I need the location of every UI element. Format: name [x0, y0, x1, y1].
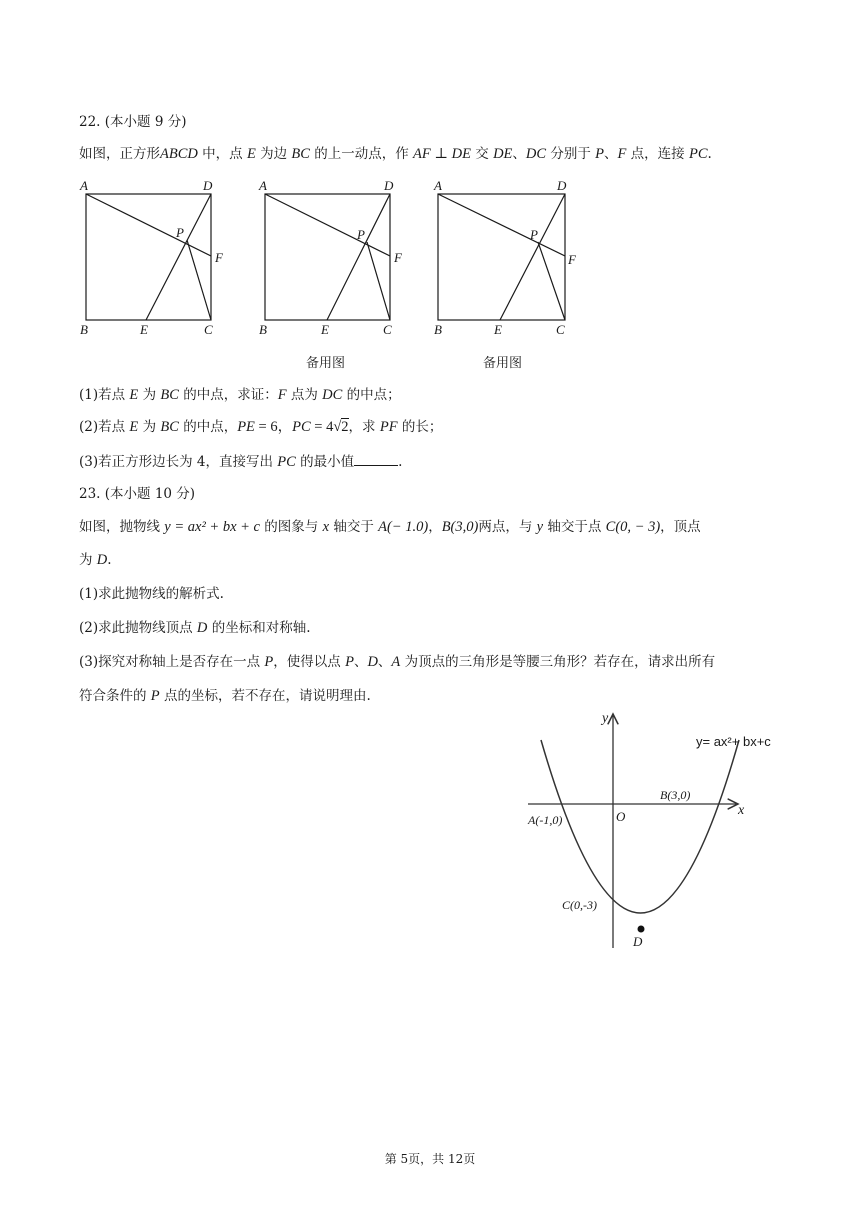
label-p: P	[357, 227, 365, 242]
label-p: P	[176, 225, 184, 240]
label-d: D	[557, 178, 567, 193]
q23-stem-line-1: 如图，抛物线 y = ax² + bx + c 的图象与 x 轴交于 A(− 1.0)，B(3,0)两点，与 y 轴交于点 C(0, − 3)，顶点	[79, 519, 701, 535]
label-e: E	[321, 322, 329, 337]
label-e: E	[140, 322, 148, 337]
caption-spare-2: 备用图	[483, 356, 523, 371]
label-a: A	[259, 178, 267, 193]
label-b: B	[434, 322, 442, 337]
origin-label: O	[616, 809, 626, 824]
label-d: D	[203, 178, 213, 193]
point-d-label: D	[633, 934, 643, 949]
q22-header: 22. (本小题 9 分)	[79, 114, 187, 130]
label-b: B	[80, 322, 88, 337]
x-axis-label: x	[738, 803, 745, 818]
label-c: C	[204, 322, 213, 337]
q23-part-1: (1)求此抛物线的解析式.	[79, 586, 224, 602]
q22-part-1: (1)若点 E 为 BC 的中点，求证：F 点为 DC 的中点；	[79, 387, 401, 403]
parabola-graph	[520, 704, 790, 956]
point-b-label: B(3,0)	[660, 788, 691, 802]
q23-stem-line-2: 为 D.	[79, 552, 112, 568]
page-footer: 第 5页，共 12页	[384, 1152, 476, 1166]
curve-equation-label: y= ax²+ bx+c	[696, 734, 771, 749]
answer-blank	[354, 452, 398, 466]
label-b: B	[259, 322, 267, 337]
label-a: A	[80, 178, 88, 193]
parabola-curve	[541, 740, 739, 913]
label-a: A	[434, 178, 442, 193]
q23-header: 23. (本小题 10 分)	[79, 486, 196, 502]
vertex-point	[638, 926, 645, 933]
point-c-label: C(0,-3)	[562, 898, 597, 912]
label-e: E	[494, 322, 502, 337]
label-c: C	[383, 322, 392, 337]
label-f: F	[394, 250, 402, 265]
q23-part-3-cont: 符合条件的 P 点的坐标，若不存在，请说明理由.	[79, 688, 371, 704]
point-a-label: A(-1,0)	[528, 813, 563, 827]
label-d: D	[384, 178, 394, 193]
q23-part-3: (3)探究对称轴上是否存在一点 P，使得以点 P、D、A 为顶点的三角形是等腰三角形？若存在，请求出所有	[79, 654, 716, 670]
q22-part-3: (3)若正方形边长为 4，直接写出 PC 的最小值 .	[79, 454, 403, 470]
q22-part-2: (2)若点 E 为 BC 的中点，PE = 6，PC = 4√2，求 PF 的长；	[79, 419, 443, 435]
y-axis-label: y	[602, 711, 609, 726]
q22-stem: 如图，正方形ABCD 中，点 E 为边 BC 的上一动点，作 AF ⊥ DE 交 DE、DC 分别于 P、F 点，连接 PC.	[79, 146, 712, 162]
square-figure-spare-1	[255, 174, 425, 344]
label-f: F	[568, 252, 576, 267]
square-figure-spare-2	[428, 174, 598, 344]
label-p: P	[530, 227, 538, 242]
caption-spare-1: 备用图	[306, 356, 346, 371]
square-figure-main	[76, 174, 246, 344]
label-f: F	[215, 250, 223, 265]
q23-part-2: (2)求此抛物线顶点 D 的坐标和对称轴.	[79, 620, 311, 636]
label-c: C	[556, 322, 565, 337]
